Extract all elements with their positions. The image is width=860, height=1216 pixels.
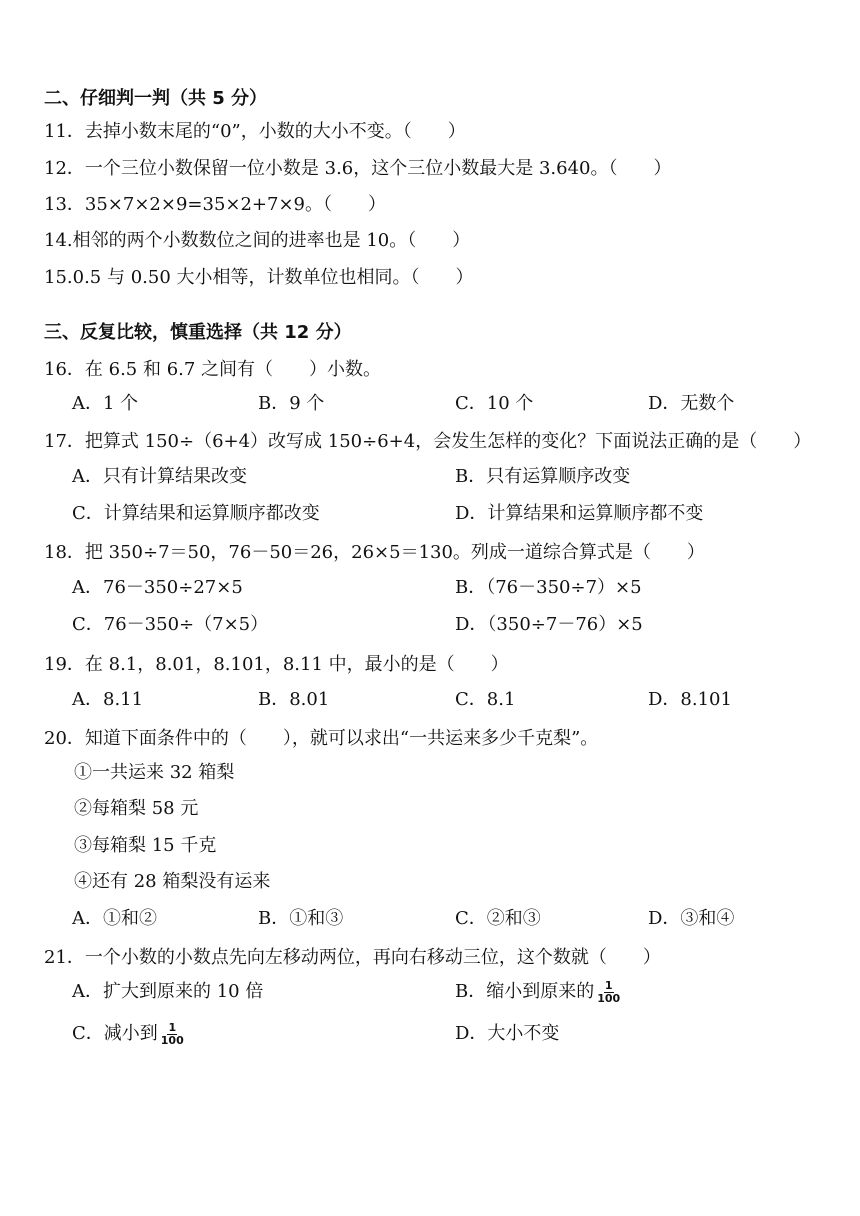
question-21-option-c — [72, 1021, 185, 1047]
question-21-option-d: D．大小不变 — [455, 1023, 560, 1044]
question-20-stem: 20．知道下面条件中的（ ），就可以求出“一共运来多少千克梨”。 — [44, 728, 599, 749]
question-17-option-a: A．只有计算结果改变 — [72, 466, 247, 487]
question-19-option-b: B．8.01 — [258, 689, 330, 710]
question-13: 13．35×7×2×9=35×2+7×9。（ ） — [44, 194, 386, 215]
question-21-option-a: A．扩大到原来的 10 倍 — [72, 981, 264, 1002]
question-20-option-c: C．②和③ — [455, 908, 541, 929]
question-17-option-c: C．计算结果和运算顺序都改变 — [72, 503, 320, 524]
fraction-one-hundredth — [160, 1022, 185, 1047]
question-16-option-a: A．1 个 — [72, 393, 139, 414]
question-20-option-d: D．③和④ — [648, 908, 735, 929]
question-20-condition-3: ③每箱梨 15 千克 — [74, 835, 217, 856]
question-18-option-b: B．（76－350÷7）×5 — [455, 577, 642, 598]
question-12: 12．一个三位小数保留一位小数是 3.6，这个三位小数最大是 3.640。（ ） — [44, 158, 672, 179]
question-14: 14.相邻的两个小数数位之间的进率也是 10。（ ） — [44, 230, 471, 251]
question-15: 15.0.5 与 0.50 大小相等，计数单位也相同。（ ） — [44, 267, 474, 288]
question-19-option-d: D．8.101 — [648, 689, 732, 710]
question-17-option-d: D．计算结果和运算顺序都不变 — [455, 503, 704, 524]
question-20-condition-1: ①一共运来 32 箱梨 — [74, 762, 235, 783]
question-20-condition-4: ④还有 28 箱梨没有运来 — [74, 871, 271, 892]
question-20-option-b: B．①和③ — [258, 908, 344, 929]
question-16-option-c: C．10 个 — [455, 393, 534, 414]
question-16-option-d: D．无数个 — [648, 393, 735, 414]
question-20-option-a: A．①和② — [72, 908, 157, 929]
question-16-option-b: B．9 个 — [258, 393, 325, 414]
question-18-option-c: C．76－350÷（7×5） — [72, 614, 269, 635]
question-21-option-c-text: C．减小到 — [72, 1023, 158, 1044]
question-21-option-b — [455, 979, 621, 1005]
question-20-condition-2: ②每箱梨 58 元 — [74, 798, 199, 819]
fraction-one-hundredth — [596, 980, 621, 1005]
question-17-option-b: B．只有运算顺序改变 — [455, 466, 631, 487]
question-17-stem: 17．把算式 150÷（6+4）改写成 150÷6+4，会发生怎样的变化？下面说法正确的是（ ） — [44, 431, 812, 452]
question-19-option-a: A．8.11 — [72, 689, 144, 710]
fraction-numerator: 1 — [604, 978, 613, 992]
fraction-numerator: 1 — [168, 1020, 177, 1034]
section-2-title: 二、仔细判一判（共 5 分） — [44, 88, 268, 109]
question-18-stem: 18．把 350÷7＝50，76－50＝26，26×5＝130。列成一道综合算式是（ ） — [44, 542, 705, 563]
question-21-stem: 21．一个小数的小数点先向左移动两位，再向右移动三位，这个数就（ ） — [44, 947, 661, 968]
question-11: 11．去掉小数末尾的“0”，小数的大小不变。（ ） — [44, 121, 466, 142]
question-19-stem: 19．在 8.1，8.01，8.101，8.11 中，最小的是（ ） — [44, 654, 509, 675]
question-16-stem: 16．在 6.5 和 6.7 之间有（ ）小数。 — [44, 359, 382, 380]
question-18-option-a: A．76－350÷27×5 — [72, 577, 243, 598]
section-3-title: 三、反复比较，慎重选择（共 12 分） — [44, 322, 352, 343]
fraction-denominator: 100 — [597, 991, 621, 1005]
question-19-option-c: C．8.1 — [455, 689, 516, 710]
fraction-denominator: 100 — [160, 1033, 184, 1047]
question-21-option-b-text: B．缩小到原来的 — [455, 981, 595, 1002]
question-18-option-d: D．（350÷7－76）×5 — [455, 614, 643, 635]
